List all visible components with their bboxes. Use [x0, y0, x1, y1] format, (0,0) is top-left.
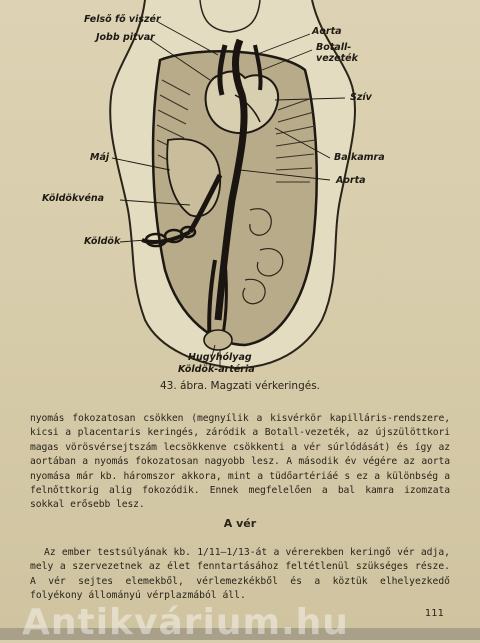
fetal-circulation-illustration	[42, 0, 440, 380]
label-heart: Szív	[350, 92, 372, 103]
label-navel: Köldök	[84, 236, 121, 247]
paragraph-blood	[30, 546, 450, 604]
label-bladder: Hugyhólyag	[188, 352, 252, 363]
section-heading: A vér	[223, 517, 257, 530]
page-number: 111	[424, 608, 444, 619]
label-aorta-mid: Aorta	[336, 175, 366, 186]
bladder	[204, 330, 232, 350]
label-right-atrium: Jobb pitvar	[96, 32, 155, 43]
label-liver: Máj	[90, 152, 110, 163]
label-left-ventricle: Balkamra	[334, 152, 385, 163]
label-ductus-arteriosus: Botall- vezeték	[316, 42, 358, 64]
paragraph-1-text: nyomás fokozatosan csökken (megnyílik a kisvérkör kapilláris-rendszere, kicsi a placentaris keringés, záródik a Botall-vezeték, az újszülöttkori magas vörösvérsejtszám lecsökkenve csökkenti a vér súrlódását) és így az aortában a nyomás fokozatosan nagyobb lesz. A második év végére az aorta nyomása már kb. háromszor akkora, mint a tüdőartériáé s ez a különbség a felnőttkorig alig fokozódik. Ennek megfelelően a bal kamra izomzata sokkal erősebb lesz.	[30, 413, 450, 511]
label-superior-vena-cava: Felső fő viszér	[84, 14, 161, 25]
anatomical-drawing	[50, 0, 440, 380]
paragraph-2-text: Az ember testsúlyának kb. 1/11—1/13-át a vérerekben keringő vér adja, mely a szervezetnek az élet fenntartásához feltétlenül szükséges része. A vér sejtes elemekből, vérlemezkékből és a köztük elhelyezkedő folyékony állományú vérplazmából áll.	[30, 547, 450, 602]
label-umbilical-vein: Köldökvéna	[42, 193, 105, 204]
paragraph-pressure	[30, 412, 450, 513]
label-aorta-top: Aorta	[312, 26, 342, 37]
label-umbilical-artery: Köldök-artéria	[178, 364, 255, 375]
watermark-logo: Antikvárium.hu	[22, 602, 349, 643]
figure-caption: 43. ábra. Magzati vérkeringés.	[159, 380, 321, 392]
